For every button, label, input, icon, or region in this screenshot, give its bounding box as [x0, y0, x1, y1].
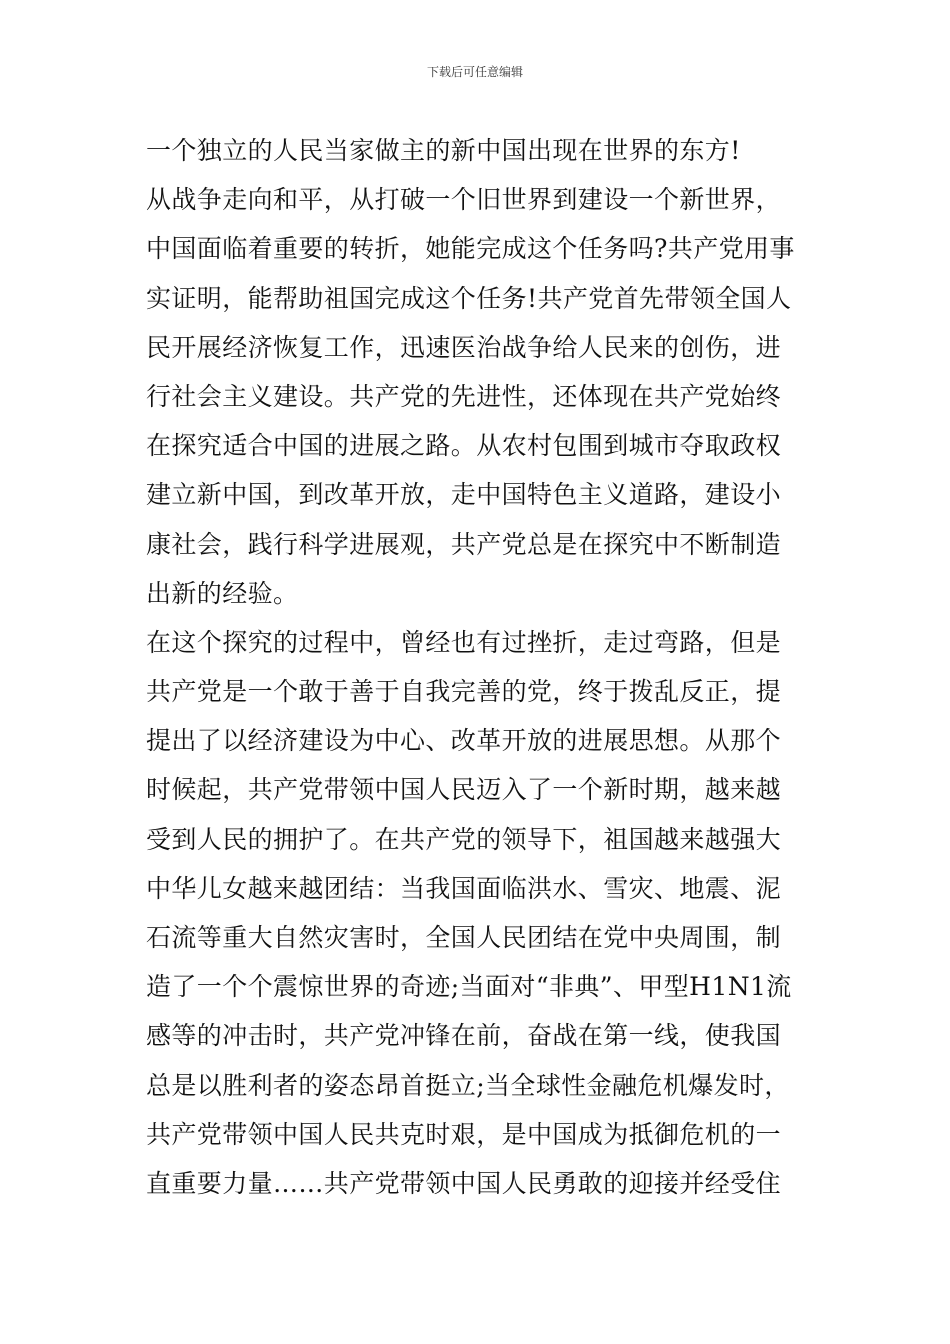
- text-line: 康社会，践行科学进展观，共产党总是在探究中不断制造: [146, 529, 782, 559]
- text-line: 一个独立的人民当家做主的新中国出现在世界的东方!: [146, 136, 741, 165]
- text-line: 共产党带领中国人民共克时艰，是中国成为抵御危机的一: [146, 1119, 782, 1149]
- text-line: 在这个探究的过程中，曾经也有过挫折，走过弯路，但是: [146, 627, 782, 657]
- text-line: 总是以胜利者的姿态昂首挺立;当全球性金融危机爆发时，: [146, 1070, 790, 1100]
- text-line: 石流等重大自然灾害时，全国人民团结在党中央周围，制: [146, 923, 782, 952]
- text-line: 中国面临着重要的转折，她能完成这个任务吗?共产党用事: [146, 234, 795, 264]
- text-line: 实证明，能帮助祖国完成这个任务!共产党首先带领全国人: [146, 283, 792, 313]
- text-line: 提出了以经济建设为中心、改革开放的进展思想。从那个: [146, 726, 782, 756]
- text-line: 中华儿女越来越团结：当我国面临洪水、雪灾、地震、泥: [146, 873, 782, 903]
- text-line: 时候起，共产党带领中国人民迈入了一个新时期，越来越: [146, 775, 782, 805]
- text-line: 民开展经济恢复工作，迅速医治战争给人民来的创伤，进: [146, 332, 782, 362]
- text-line: 建立新中国，到改革开放，走中国特色主义道路，建设小: [146, 480, 782, 510]
- text-line: 造了一个个震惊世界的奇迹;当面对“非典”、甲型H1N1流: [146, 972, 792, 1002]
- text-line: 从战争走向和平，从打破一个旧世界到建设一个新世界，: [146, 185, 782, 215]
- page-header: 下载后可任意编辑: [426, 65, 523, 79]
- text-line: 共产党是一个敢于善于自我完善的党，终于拨乱反正，提: [146, 677, 782, 707]
- text-line: 出新的经验。: [146, 578, 299, 608]
- text-line: 感等的冲击时，共产党冲锋在前，奋战在第一线，使我国: [146, 1021, 782, 1051]
- text-line: 受到人民的拥护了。在共产党的领导下，祖国越来越强大: [146, 824, 782, 854]
- text-line: 直重要力量……共产党带领中国人民勇敢的迎接并经受住: [146, 1168, 782, 1198]
- text-line: 在探究适合中国的进展之路。从农村包围到城市夺取政权: [146, 431, 782, 461]
- document-body: [146, 126, 814, 1208]
- text-line: 行社会主义建设。共产党的先进性，还体现在共产党始终: [146, 381, 782, 411]
